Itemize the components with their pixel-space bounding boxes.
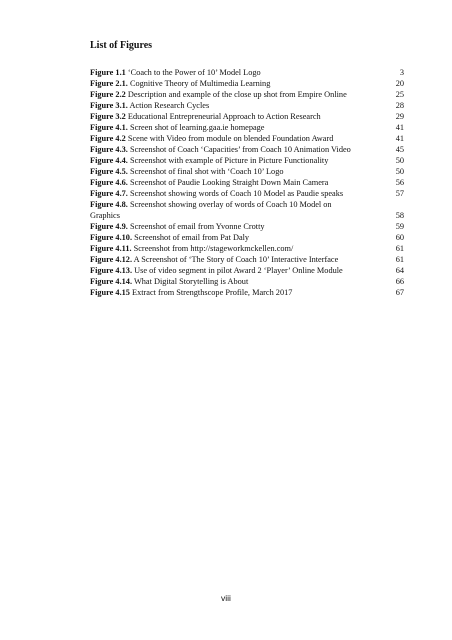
figure-list	[90, 67, 404, 298]
figure-page: 60	[395, 233, 404, 242]
figure-title: Cognitive Theory of Multimedia Learning	[127, 79, 271, 88]
figure-label: Figure 4.6.	[90, 178, 128, 187]
figure-label: Figure 1.1	[90, 68, 126, 77]
figure-entry	[90, 243, 404, 254]
figure-page: 41	[395, 123, 404, 132]
figure-title: Screenshot of email from Pat Daly	[132, 233, 250, 242]
figure-entry	[90, 144, 404, 155]
figure-label: Figure 4.7.	[90, 189, 128, 198]
figure-page: 25	[395, 90, 404, 99]
figure-title: Educational Entrepreneurial Approach to Action Research	[125, 112, 321, 121]
figure-entry	[90, 177, 404, 188]
figure-title: Screenshot of final shot with ‘Coach 10’ Logo	[127, 167, 284, 176]
figure-page: 45	[395, 145, 404, 154]
list-of-figures-heading: List of Figures	[90, 40, 153, 51]
figure-title: Scene with Video from module on blended Foundation Award	[125, 134, 334, 143]
figure-label: Figure 3.2	[90, 112, 126, 121]
figure-page: 57	[395, 189, 404, 198]
figure-page: 61	[395, 244, 404, 253]
figure-entry	[90, 100, 404, 111]
figure-entry	[90, 122, 404, 133]
figure-entry	[90, 232, 404, 243]
figure-label: Figure 4.8.	[90, 200, 128, 209]
figure-entry	[90, 188, 404, 199]
figure-page: 28	[395, 101, 404, 110]
figure-title: Screenshot showing words of Coach 10 Model as Paudie speaks	[127, 189, 344, 198]
figure-title: Screenshot showing overlay of words of Coach 10 Model on Graphics	[90, 200, 332, 220]
figure-title: Screenshot of Coach ‘Capacities’ from Coach 10 Animation Video	[127, 145, 351, 154]
figure-entry	[90, 221, 404, 232]
figure-title: Screenshot of Paudie Looking Straight Down Main Camera	[127, 178, 329, 187]
figure-page: 20	[395, 79, 404, 88]
figure-page: 61	[395, 255, 404, 264]
figure-label: Figure 4.9.	[90, 222, 128, 231]
figure-title: Extract from Strengthscope Profile, March 2017	[129, 288, 293, 297]
figure-title: Screenshot with example of Picture in Picture Functionality	[127, 156, 329, 165]
figure-entry	[90, 111, 404, 122]
figure-title: Description and example of the close up shot from Empire Online	[125, 90, 347, 99]
figure-title: Use of video segment in pilot Award 2 ‘Player’ Online Module	[132, 266, 343, 275]
figure-title: Screenshot from http://stageworkmckellen.com/	[131, 244, 294, 253]
figure-page: 64	[395, 266, 404, 275]
figure-label: Figure 4.4.	[90, 156, 128, 165]
figure-page: 67	[395, 288, 404, 297]
page-number: viii	[221, 593, 231, 603]
figure-title: A Screenshot of ‘The Story of Coach 10’ Interactive Interface	[132, 255, 339, 264]
figure-label: Figure 4.1.	[90, 123, 128, 132]
figure-page: 50	[395, 156, 404, 165]
figure-entry	[90, 155, 404, 166]
figure-page: 58	[395, 211, 404, 220]
figure-entry	[90, 265, 404, 276]
figure-label: Figure 2.1.	[90, 79, 128, 88]
figure-entry	[90, 276, 404, 287]
figure-label: Figure 4.5.	[90, 167, 128, 176]
figure-label: Figure 4.12.	[90, 255, 133, 264]
figure-page: 41	[395, 134, 404, 143]
figure-title: Screen shot of learning.gaa.ie homepage	[127, 123, 265, 132]
figure-label: Figure 2.2	[90, 90, 126, 99]
figure-entry	[90, 199, 404, 221]
figure-entry	[90, 133, 404, 144]
figure-title: Screenshot of email from Yvonne Crotty	[127, 222, 265, 231]
figure-entry	[90, 254, 404, 265]
figure-page: 56	[395, 178, 404, 187]
figure-label: Figure 4.14.	[90, 277, 133, 286]
figure-page: 29	[395, 112, 404, 121]
figure-label: Figure 4.2	[90, 134, 126, 143]
figure-entry	[90, 166, 404, 177]
figure-label: Figure 4.3.	[90, 145, 128, 154]
figure-label: Figure 4.11.	[90, 244, 132, 253]
figure-page: 59	[395, 222, 404, 231]
figure-title: ‘Coach to the Power of 10’ Model Logo	[125, 68, 261, 77]
figure-entry	[90, 89, 404, 100]
figure-entry	[90, 78, 404, 89]
figure-label: Figure 3.1.	[90, 101, 128, 110]
figure-page: 3	[399, 68, 404, 77]
figure-page: 50	[395, 167, 404, 176]
figure-label: Figure 4.10.	[90, 233, 133, 242]
figure-title: Action Research Cycles	[127, 101, 210, 110]
figure-label: Figure 4.13.	[90, 266, 133, 275]
figure-entry	[90, 67, 404, 78]
figure-label: Figure 4.15	[90, 288, 130, 297]
figure-page: 66	[395, 277, 404, 286]
figure-title: What Digital Storytelling is About	[132, 277, 249, 286]
figure-entry	[90, 287, 404, 298]
